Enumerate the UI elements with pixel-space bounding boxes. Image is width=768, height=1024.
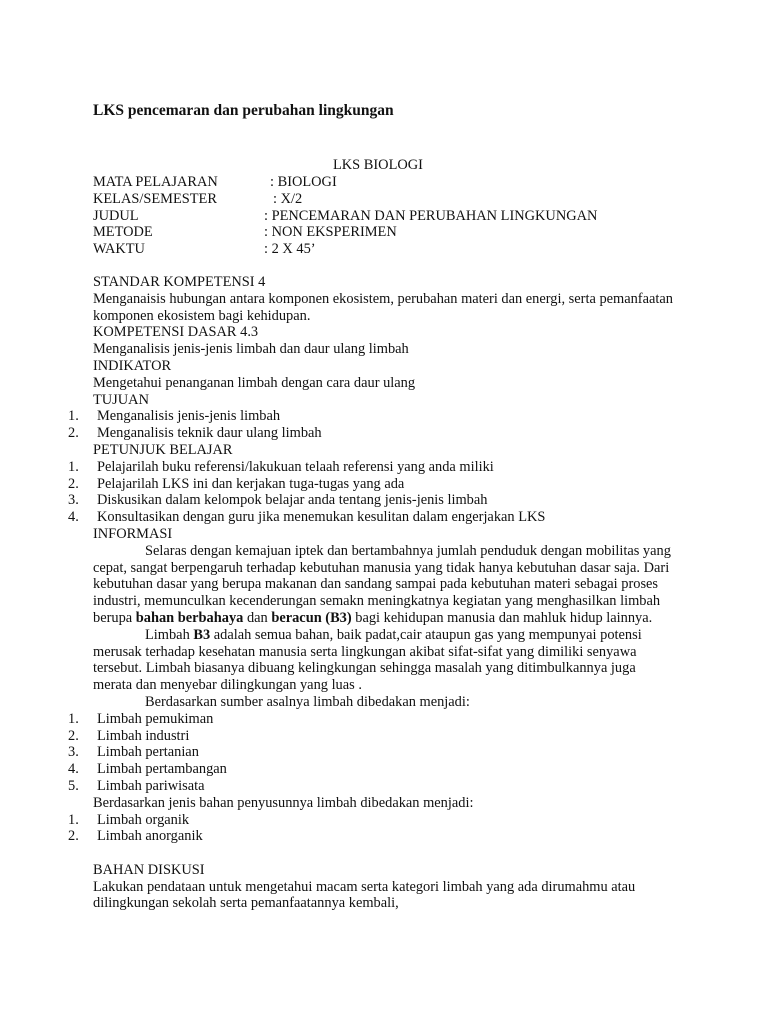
list-number: 2. [68,425,79,442]
sk-heading: STANDAR KOMPETENSI 4 [93,274,266,290]
list-number: 3. [68,492,79,509]
sk-text: Menganaisis hubungan antara komponen ekosistem, perubahan materi dan energi, serta pemanfaatan komponen ekosistem bagi kehidupan. [93,290,673,324]
informasi-paragraph-3: Berdasarkan sumber asalnya limbah dibedakan menjadi: [145,693,470,710]
list-text: Menganalisis teknik daur ulang limbah [97,425,322,442]
list-text: Limbah pariwisata [97,777,205,794]
list-item [0,744,768,761]
list-number: 2. [68,727,79,744]
document-title: LKS pencemaran dan perubahan lingkungan [93,102,394,119]
meta-row-subject [93,174,713,191]
list-number: 2. [68,475,79,492]
list-number: 4. [68,761,79,778]
meta-label: METODE [93,224,153,241]
meta-row-time [93,241,713,258]
indikator-heading: INDIKATOR [93,357,172,374]
meta-label: WAKTU [93,241,145,258]
list-text: Limbah pertambangan [97,761,227,778]
meta-label: JUDUL [93,207,139,224]
list-item [0,778,768,795]
tujuan-heading: TUJUAN [93,391,149,408]
list-text: Limbah industri [97,727,190,744]
worksheet-header: LKS BIOLOGI [333,157,423,173]
list-item [0,425,768,442]
meta-value: : 2 X 45’ [264,241,316,258]
meta-row-title [93,208,713,225]
list-item [0,812,768,829]
list-text: Pelajarilah buku referensi/lakukuan telaah referensi yang anda miliki [97,458,494,475]
diskusi-heading: BAHAN DISKUSI [93,861,205,878]
document-body [0,274,768,912]
meta-label: MATA PELAJARAN [93,174,218,190]
list-text: Limbah organik [97,811,190,828]
meta-value: : PENCEMARAN DAN PERUBAHAN LINGKUNGAN [264,207,598,224]
list-item [0,828,768,845]
petunjuk-heading: PETUNJUK BELAJAR [93,441,233,458]
list-text: Limbah anorganik [97,828,203,845]
list-number: 5. [68,777,79,794]
spacer [0,845,768,862]
list-item [0,761,768,778]
list-text: Pelajarilah LKS ini dan kerjakan tuga-tugas yang ada [97,475,405,492]
informasi-paragraph-4: Berdasarkan jenis bahan penyusunnya limbah dibedakan menjadi: [93,794,474,811]
meta-table [93,174,713,258]
list-text: Limbah pertanian [97,744,199,761]
list-number: 1. [68,408,79,425]
informasi-paragraph-2: Limbah B3 adalah semua bahan, baik padat,cair ataupun gas yang mempunyai potensi merusak terhadap kesehatan manusia serta lingkungan akibat sifat-sifat yang dimiliki senyawa tersebut. Limbah biasanya dibuang kelingkungan sehingga masalah yang ditimbulkannya juga merata dan menyebar dilingkungan yang luas . [93,626,642,694]
meta-value: : X/2 [273,190,303,207]
list-number: 1. [68,710,79,727]
list-text: Konsultasikan dengan guru jika menemukan kesulitan dalam engerjakan LKS [97,509,546,526]
list-item [0,509,768,526]
list-text: Diskusikan dalam kelompok belajar anda tentang jenis-jenis limbah [97,492,488,509]
informasi-heading: INFORMASI [93,525,173,542]
meta-label: KELAS/SEMESTER [93,190,217,207]
list-item [0,711,768,728]
list-item [0,492,768,509]
list-item [0,728,768,745]
list-item [0,459,768,476]
list-text: Limbah pemukiman [97,710,214,727]
indikator-text: Mengetahui penanganan limbah dengan cara daur ulang [93,374,416,391]
meta-row-method [93,224,713,241]
list-number: 1. [68,811,79,828]
list-number: 3. [68,744,79,761]
meta-row-class [93,191,713,208]
informasi-paragraph-1: Selaras dengan kemajuan iptek dan bertambahnya jumlah penduduk dengan mobilitas yang cepat, sangat berpengaruh terhadap kebutuhan manusia yang tidak hanya kebutuhan dasar saja. Dari kebutuhan dasar yang berupa makanan dan sandang sampai pada kebutuhan materi sebagai proses industri, memunculkan kecenderungan semakn meningkatnya kegiatan yang menghasilkan limbah berupa bahan berbahaya dan beracun (B3) bagi kehidupan manusia dan mahluk hidup lainnya. [93,542,671,626]
list-number: 2. [68,828,79,845]
list-text: Menganalisis jenis-jenis limbah [97,408,281,425]
kd-text: Menganalisis jenis-jenis limbah dan daur ulang limbah [93,341,409,358]
meta-value: : NON EKSPERIMEN [264,224,397,241]
meta-value: : BIOLOGI [270,174,337,190]
list-item [0,408,768,425]
list-number: 4. [68,509,79,526]
diskusi-text: Lakukan pendataan untuk mengetahui macam serta kategori limbah yang ada dirumahmu atau dilingkungan sekolah serta pemanfaatannya kembali, [93,878,636,912]
list-number: 1. [68,458,79,475]
kd-heading: KOMPETENSI DASAR 4.3 [93,324,259,341]
list-item [0,476,768,493]
